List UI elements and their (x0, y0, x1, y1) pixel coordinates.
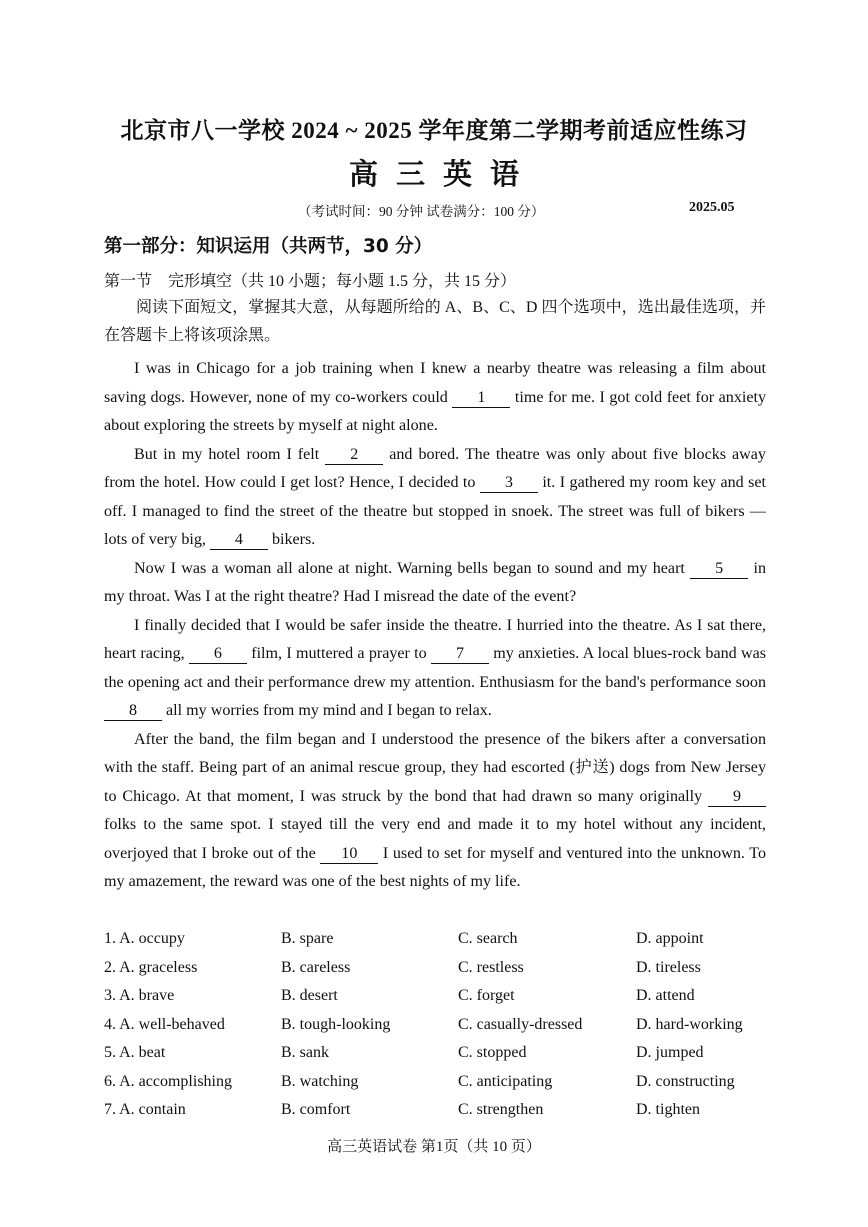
paragraph-4 (104, 612, 766, 726)
text-run: bikers. (267, 531, 316, 548)
option-b: B. spare (281, 930, 334, 948)
page-footer: 高三英语试卷 第1页（共 10 页） (327, 1139, 541, 1155)
option-row-1 (104, 925, 804, 954)
option-a: 2. A. graceless (104, 958, 198, 976)
option-d: D. jumped (636, 1044, 704, 1062)
option-b: B. tough-looking (281, 1015, 391, 1033)
section-heading: 第一节 完形填空（共 10 小题；每小题 1.5 分，共 15 分） (104, 273, 517, 290)
text-run: But in my hotel room I felt (134, 445, 326, 463)
option-c: C. search (458, 930, 518, 948)
option-c: C. forget (458, 987, 515, 1005)
text-run: Now I was a woman all alone at night. Warning bells began to sound and my heart (134, 559, 691, 577)
text-run: After the band, the film began and I understood the presence of the bikers after a conversation with the staff. Being part of an animal rescue group, they had escorted (护送) dogs from New Jersey to Chicago. At that moment, I was struck by the bond that had drawn so many originally (104, 730, 766, 805)
blank-3: 3 (480, 474, 538, 493)
text-run: folks to the same spot. I stayed till the very end and made it to my hotel without any incident, overjoyed that I broke out of the (104, 816, 766, 862)
option-a: 7. A. contain (104, 1101, 186, 1119)
option-d: D. appoint (636, 930, 704, 948)
option-d: D. tighten (636, 1101, 700, 1119)
option-d: D. constructing (636, 1072, 735, 1090)
text-run: in my throat. Was I at the right theatre? Had I misread the date of the event? (104, 559, 766, 605)
option-b: B. sank (281, 1044, 329, 1062)
option-c: C. strengthen (458, 1101, 544, 1119)
option-b: B. watching (281, 1072, 359, 1090)
text-run: it. I gathered my room key and set off. I managed to find the street of the theatre but stopped in snoek. The street was full of bikers — lots of very big, (104, 474, 766, 548)
text-run: I was in Chicago for a job training when I knew a nearby theatre was releasing a film about saving dogs. However, none of my co-workers could (104, 360, 766, 406)
paragraph-2 (104, 441, 766, 555)
option-b: B. desert (281, 987, 338, 1005)
text-run: I finally decided that I would be safer inside the theatre. I hurried into the theatre. As I sat there, heart racing, (104, 616, 766, 662)
option-c: C. casually-dressed (458, 1015, 583, 1033)
option-a: 6. A. accomplishing (104, 1072, 232, 1090)
text-run: film, I muttered a prayer to (246, 645, 431, 662)
blank-9: 9 (708, 788, 766, 807)
option-a: 5. A. beat (104, 1044, 166, 1062)
blank-5: 5 (690, 560, 748, 579)
blank-2: 2 (325, 446, 383, 465)
blank-10: 10 (320, 845, 378, 864)
option-c: C. stopped (458, 1044, 527, 1062)
option-d: D. hard-working (636, 1015, 743, 1033)
blank-8: 8 (104, 702, 162, 721)
text-run: all my worries from my mind and I began to relax. (162, 702, 492, 719)
text-run: my anxieties. A local blues-rock band was the opening act and their performance drew my attention. Enthusiasm for the band's performance soon (104, 645, 766, 691)
option-c: C. restless (458, 958, 524, 976)
paragraph-1 (104, 355, 766, 441)
instructions: 阅读下面短文，掌握其大意，从每题所给的 A、B、C、D 四个选项中，选出最佳选项，并在答题卡上将该项涂黑。 (104, 299, 766, 344)
option-b: B. careless (281, 958, 351, 976)
paragraph-5 (104, 726, 766, 897)
option-d: D. attend (636, 987, 695, 1005)
option-row-7 (104, 1096, 804, 1125)
part-heading: 第一部分：知识运用（共两节，30 分） (104, 236, 433, 257)
option-d: D. tireless (636, 958, 701, 976)
option-b: B. comfort (281, 1101, 351, 1119)
exam-meta: （考试时间：90 分钟 试卷满分：100 分） (298, 204, 545, 219)
option-a: 3. A. brave (104, 987, 175, 1005)
paragraph-3 (104, 555, 766, 612)
exam-title: 北京市八一学校 2024 ~ 2025 学年度第二学期考前适应性练习 (120, 118, 748, 143)
blank-6: 6 (189, 645, 247, 664)
option-row-5 (104, 1039, 804, 1068)
text-run: time for me. I got cold feet for anxiety about exploring the streets by myself at night alone. (104, 388, 766, 434)
text-run: I used to set for myself and ventured into the unknown. To my amazement, the reward was one of the best nights of my life. (104, 844, 766, 890)
blank-4: 4 (210, 531, 268, 550)
option-row-2 (104, 954, 804, 983)
option-row-6 (104, 1068, 804, 1097)
exam-date: 2025.05 (689, 200, 735, 215)
blank-1: 1 (452, 389, 510, 408)
subject-title: 高三英语 (348, 159, 537, 191)
blank-7: 7 (431, 645, 489, 664)
option-row-3 (104, 982, 804, 1011)
cloze-passage (104, 355, 766, 897)
option-row-4 (104, 1011, 804, 1040)
text-run: and bored. The theatre was only about five blocks away from the hotel. How could I get lost? Hence, I decided to (104, 445, 766, 491)
option-a: 4. A. well-behaved (104, 1015, 225, 1033)
option-a: 1. A. occupy (104, 930, 185, 948)
options-list (104, 925, 804, 1125)
option-c: C. anticipating (458, 1072, 553, 1090)
